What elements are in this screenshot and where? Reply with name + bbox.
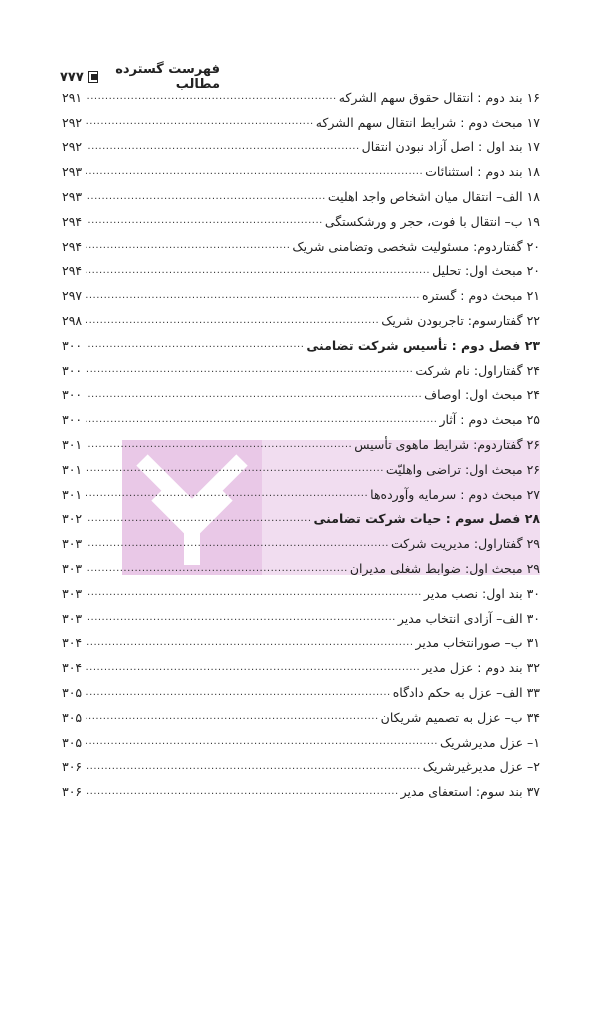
toc-entry-page: ۳۰۴: [62, 660, 83, 676]
toc-entry-label: عزل مدیرشریک: [439, 734, 524, 750]
leader-dots: [86, 388, 422, 402]
leader-dots: [86, 586, 422, 600]
leader-dots: [86, 214, 323, 228]
header-title: فهرست گسترده مطالب: [115, 62, 220, 92]
toc-entry-title: [414, 635, 541, 650]
toc-entry[interactable]: [62, 407, 540, 432]
toc-entry-label: بند دوم : انتقال حقوق سهم الشرکه: [338, 89, 523, 105]
toc-entry-page: ۳۰۱: [62, 486, 83, 502]
toc-entry[interactable]: [62, 85, 540, 110]
toc-entry-title: [312, 511, 540, 526]
toc-entry-title: [352, 437, 540, 452]
toc-entry-label: الف– انتقال میان اشخاص واجد اهلیت: [327, 189, 523, 205]
toc-entry[interactable]: [62, 135, 540, 160]
toc-entry-title: [360, 139, 540, 154]
toc-entry-number: ۲۲: [526, 313, 540, 329]
leader-dots: [86, 512, 311, 526]
leader-dots: [86, 636, 413, 650]
header-page-number: ۷۷۷: [60, 69, 84, 85]
toc-entry[interactable]: [62, 110, 540, 135]
toc-entry[interactable]: [62, 705, 540, 730]
toc-entry-title: [389, 536, 540, 551]
leader-dots: [86, 785, 399, 799]
toc-entry-label: بند اول: نصب مدیر: [423, 585, 523, 601]
toc-entry-page: ۳۰۵: [62, 734, 83, 750]
toc-entry-title: [314, 115, 540, 130]
leader-dots: [86, 537, 389, 551]
toc-entry-label: مبحث اول: تراضی واهلیّت: [385, 461, 523, 477]
toc-entry-number: ۳۱: [526, 635, 540, 651]
toc-entry[interactable]: [62, 779, 540, 804]
toc-entry-label: مبحث اول: اوصاف: [424, 387, 523, 403]
toc-entry-label: ب– عزل به تصمیم شریکان: [380, 709, 523, 725]
toc-entry-label: بند اول : اصل آزاد نبودن انتقال: [361, 139, 523, 155]
leader-dots: [86, 661, 420, 675]
toc-entry[interactable]: [62, 556, 540, 581]
toc-entry[interactable]: [62, 755, 540, 780]
toc-entry-title: [290, 239, 540, 254]
toc-entry-number: ۳۷: [526, 784, 540, 800]
toc-entry-title: [438, 735, 540, 750]
toc-entry-number: ۲۵: [526, 412, 540, 428]
toc-entry[interactable]: [62, 631, 540, 656]
toc-entry-page: ۳۰۶: [62, 759, 83, 775]
toc-entry-title: [396, 611, 540, 626]
toc-entry-title: [304, 338, 540, 353]
toc-entry-title: [413, 363, 540, 378]
toc-entry[interactable]: [62, 507, 540, 532]
leader-dots: [86, 363, 413, 377]
toc-entry-title: [379, 313, 540, 328]
toc-entry[interactable]: [62, 259, 540, 284]
table-of-contents: [62, 85, 540, 804]
toc-entry-number: ۳۲: [526, 660, 540, 676]
toc-entry-page: ۳۰۰: [62, 337, 83, 353]
toc-entry-page: ۳۰۴: [62, 635, 83, 651]
toc-entry-label: مبحث اول: تحلیل: [432, 263, 523, 279]
toc-entry-number: ۲۳: [524, 337, 540, 353]
toc-entry-page: ۳۰۵: [62, 709, 83, 725]
toc-entry[interactable]: [62, 457, 540, 482]
toc-entry-label: عزل مدیرغیرشریک: [422, 759, 524, 775]
toc-entry-label: مبحث دوم : شرایط انتقال سهم الشرکه: [315, 114, 523, 130]
toc-entry-title: [326, 189, 540, 204]
leader-dots: [86, 413, 437, 427]
toc-entry-label: بند سوم: استعفای مدیر: [400, 784, 523, 800]
toc-entry-label: فصل سوم : حیات شرکت تضامنی: [313, 511, 521, 527]
toc-entry-label: مبحث دوم : گستره: [421, 288, 523, 304]
toc-entry-title: [423, 164, 540, 179]
toc-entry[interactable]: [62, 333, 540, 358]
toc-entry-title: [420, 288, 540, 303]
toc-entry-title: [421, 759, 540, 774]
toc-entry-label: گفتارسوم: تاجربودن شریک: [381, 313, 523, 329]
toc-entry-label: گفتاراول: مدیریت شرکت: [390, 536, 523, 552]
toc-entry-number: ۱۷: [526, 114, 540, 130]
toc-entry[interactable]: [62, 432, 540, 457]
toc-entry-page: ۳۰۱: [62, 461, 83, 477]
toc-entry-number: ۲۹: [526, 536, 540, 552]
toc-entry[interactable]: [62, 159, 540, 184]
toc-entry-number: ۳۰: [526, 610, 540, 626]
toc-entry-number: ۲۶: [526, 461, 540, 477]
toc-entry[interactable]: [62, 680, 540, 705]
leader-dots: [86, 562, 348, 576]
toc-entry-label: مبحث دوم : سرمایه وآورده‌ها: [370, 486, 523, 502]
leader-dots: [86, 735, 438, 749]
toc-entry[interactable]: [62, 184, 540, 209]
toc-entry[interactable]: [62, 283, 540, 308]
toc-entry-number: ۲۶: [526, 437, 540, 453]
toc-entry[interactable]: [62, 655, 540, 680]
toc-entry-page: ۲۹۱: [62, 89, 83, 105]
toc-entry-page: ۳۰۰: [62, 362, 83, 378]
toc-entry-number: ۲۷: [526, 486, 540, 502]
toc-entry-number: ۱۹: [526, 213, 540, 229]
leader-dots: [86, 710, 379, 724]
toc-entry-title: [384, 462, 540, 477]
toc-entry-label: بند دوم : استثنائات: [425, 164, 523, 180]
toc-entry-page: ۲۹۲: [62, 114, 83, 130]
toc-entry[interactable]: [62, 383, 540, 408]
toc-entry-page: ۳۰۱: [62, 437, 83, 453]
toc-entry[interactable]: [62, 482, 540, 507]
toc-entry-number: ۲۴: [526, 387, 540, 403]
toc-entry-number: ۱۸: [526, 164, 540, 180]
toc-entry-title: [391, 685, 540, 700]
leader-dots: [86, 140, 359, 154]
toc-entry-title: [399, 784, 540, 799]
page-frame-icon: [88, 71, 98, 83]
leader-dots: [86, 239, 290, 253]
toc-entry-title: [437, 412, 540, 427]
leader-dots: [86, 289, 420, 303]
leader-dots: [86, 338, 304, 352]
toc-entry-page: ۲۹۳: [62, 164, 83, 180]
toc-entry-number: ۱۶: [526, 89, 540, 105]
toc-entry-page: ۲۹۴: [62, 263, 83, 279]
toc-entry-title: [420, 660, 540, 675]
toc-entry-page: ۳۰۲: [62, 511, 83, 527]
toc-entry[interactable]: [62, 234, 540, 259]
toc-entry-number: ۱۸: [526, 189, 540, 205]
toc-entry-label: فصل دوم : تأسیس شرکت تضامنی: [306, 337, 521, 353]
toc-entry[interactable]: [62, 730, 540, 755]
toc-entry[interactable]: [62, 606, 540, 631]
toc-entry-label: بند دوم : عزل مدیر: [422, 660, 523, 676]
leader-dots: [86, 438, 352, 452]
leader-dots: [86, 462, 384, 476]
toc-entry-title: [379, 710, 540, 725]
toc-entry-label: گفتاردوم: شرایط ماهوی تأسیس: [354, 437, 523, 453]
leader-dots: [86, 90, 337, 104]
toc-entry-label: ب– انتقال با فوت، حجر و ورشکستگی: [324, 213, 523, 229]
toc-entry[interactable]: [62, 308, 540, 333]
leader-dots: [86, 314, 379, 328]
toc-entry[interactable]: [62, 209, 540, 234]
leader-dots: [86, 487, 368, 501]
toc-entry-page: ۳۰۳: [62, 585, 83, 601]
toc-entry-label: الف– عزل به حکم دادگاه: [392, 685, 523, 701]
toc-entry-page: ۳۰۰: [62, 412, 83, 428]
toc-entry-page: ۲۹۷: [62, 288, 83, 304]
toc-entry-page: ۳۰۰: [62, 387, 83, 403]
toc-entry-page: ۲۹۲: [62, 139, 83, 155]
toc-entry-number: ۲۰: [526, 263, 540, 279]
toc-entry-page: ۳۰۳: [62, 610, 83, 626]
leader-dots: [86, 760, 421, 774]
toc-entry-title: [368, 487, 540, 502]
toc-entry-label: الف– آزادی انتخاب مدیر: [397, 610, 523, 626]
toc-entry-label: گفتاراول: نام شرکت: [415, 362, 523, 378]
toc-entry-number: ۳۳: [526, 685, 540, 701]
toc-entry-label: گفتاردوم: مسئولیت شخصی وتضامنی شریک: [292, 238, 523, 254]
leader-dots: [86, 115, 314, 129]
toc-entry-label: ب– صورانتخاب مدیر: [415, 635, 523, 651]
toc-entry-number: ۱–: [527, 734, 540, 750]
toc-entry[interactable]: [62, 531, 540, 556]
toc-entry-page: ۳۰۵: [62, 685, 83, 701]
toc-entry-title: [422, 387, 540, 402]
toc-entry-title: [422, 586, 540, 601]
toc-entry-page: ۲۹۴: [62, 213, 83, 229]
toc-entry-label: مبحث اول: ضوابط شغلی مدیران: [349, 561, 523, 577]
toc-entry-number: ۲–: [527, 759, 540, 775]
toc-entry-page: ۲۹۳: [62, 189, 83, 205]
toc-entry-title: [323, 214, 540, 229]
toc-entry-label: مبحث دوم : آثار: [439, 412, 523, 428]
toc-entry-number: ۲۱: [526, 288, 540, 304]
leader-dots: [86, 686, 391, 700]
leader-dots: [86, 190, 326, 204]
leader-dots: [86, 264, 430, 278]
toc-entry-number: ۳۴: [526, 709, 540, 725]
toc-entry-page: ۲۹۸: [62, 313, 83, 329]
toc-entry-page: ۳۰۶: [62, 784, 83, 800]
toc-entry-title: [430, 263, 540, 278]
toc-entry-page: ۳۰۳: [62, 536, 83, 552]
leader-dots: [86, 611, 396, 625]
toc-entry-title: [337, 90, 540, 105]
toc-entry-number: ۲۹: [526, 561, 540, 577]
toc-entry-number: ۲۸: [524, 511, 540, 527]
toc-entry-number: ۲۴: [526, 362, 540, 378]
leader-dots: [86, 165, 423, 179]
toc-entry-number: ۳۰: [526, 585, 540, 601]
toc-entry-page: ۲۹۴: [62, 238, 83, 254]
toc-entry[interactable]: [62, 581, 540, 606]
toc-entry[interactable]: [62, 358, 540, 383]
toc-entry-page: ۳۰۳: [62, 561, 83, 577]
toc-entry-title: [348, 561, 540, 576]
toc-entry-number: ۲۰: [526, 238, 540, 254]
toc-entry-number: ۱۷: [526, 139, 540, 155]
